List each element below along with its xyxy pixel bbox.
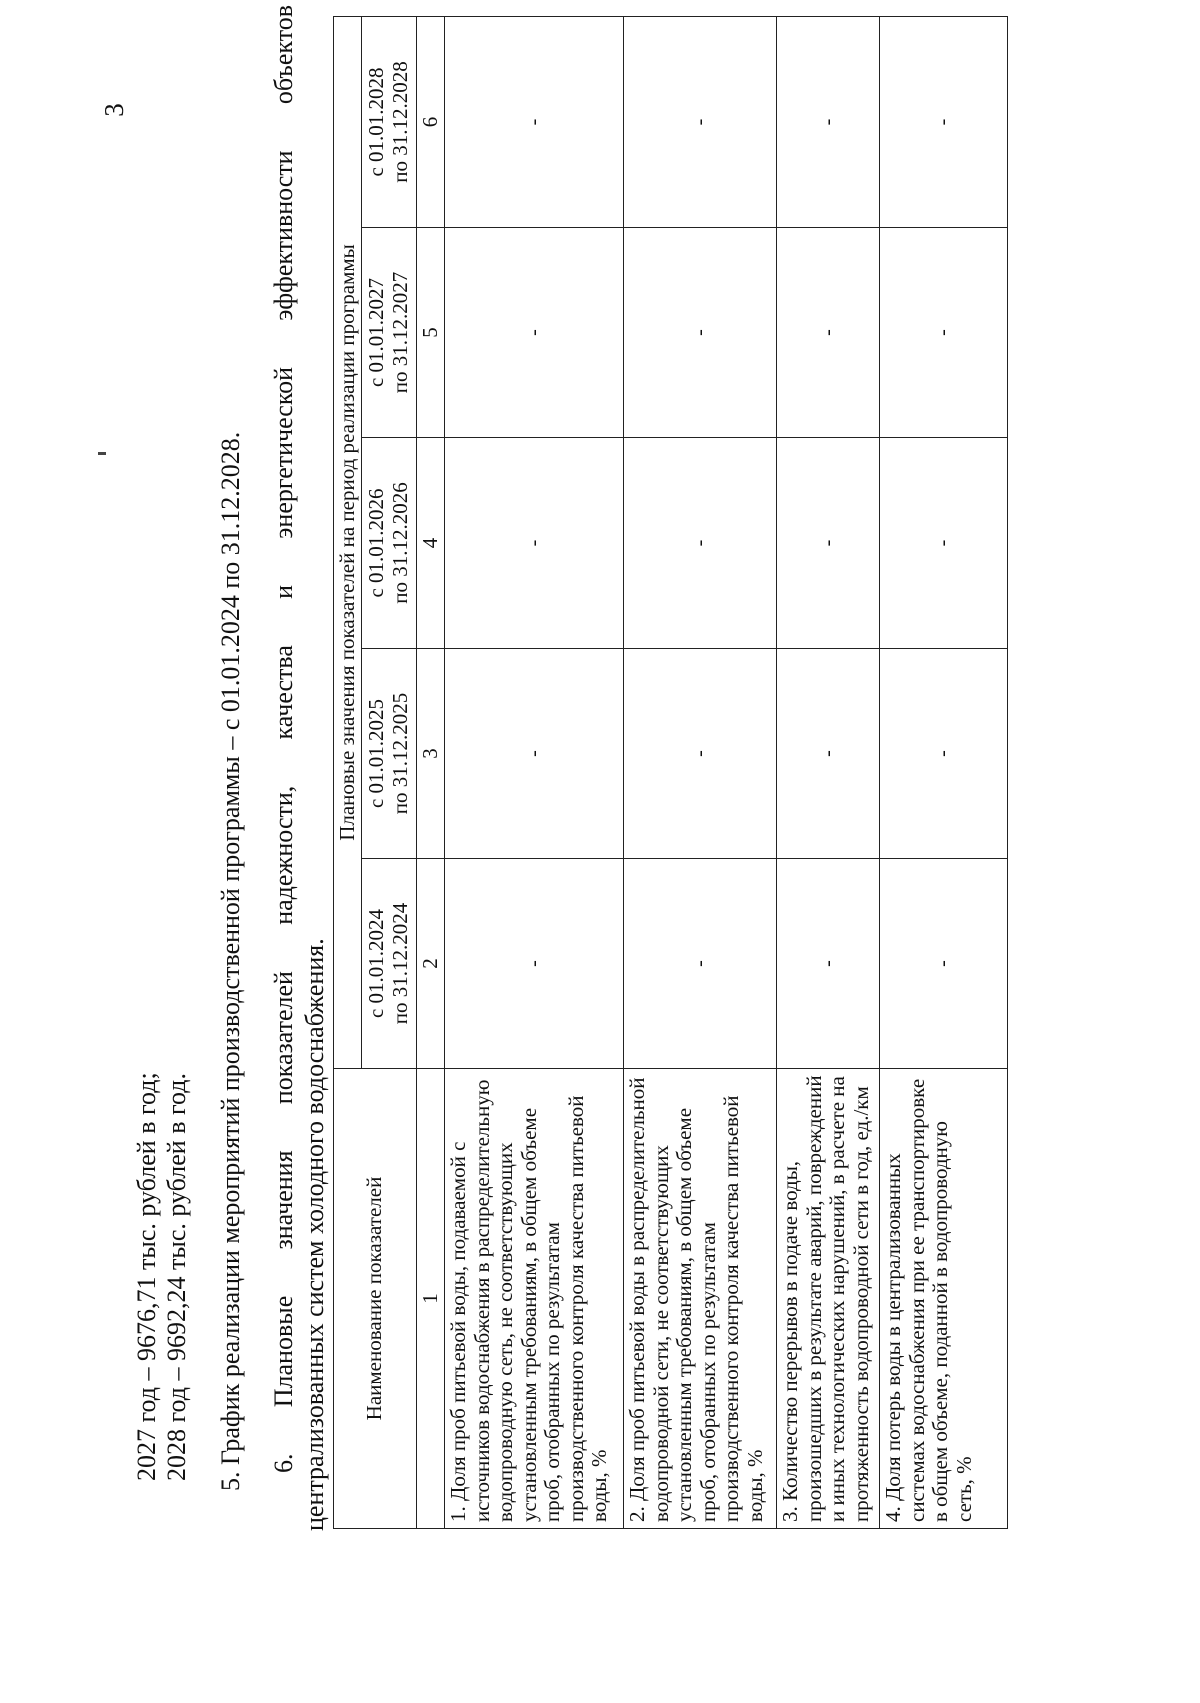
indicator-name: 2. Доля проб питьевой воды в распределительной водопроводной сети, не соответствующих установленным требованиям, в общем объеме проб, отобранных по результатам производственного контроля качества питьевой воды, % — [624, 1069, 777, 1529]
header-period — [362, 859, 417, 1069]
period-from: с 01.01.2026 — [364, 488, 389, 598]
indicator-value: - — [777, 228, 880, 438]
section-6-heading-line-2: централизованных систем холодного водоснабжения. — [300, 938, 329, 1531]
indicator-value: - — [624, 16, 777, 227]
header-planned-values: Плановые значения показателей на период реализации программы — [334, 16, 362, 1068]
period-to: по 31.12.2028 — [388, 61, 412, 183]
indicator-value: - — [445, 16, 624, 227]
cost-2027-line: 2027 год – 9676,71 тыс. рублей в год; — [132, 1072, 161, 1481]
page-number: 3 — [99, 103, 129, 117]
column-number: 3 — [417, 649, 445, 859]
cost-2028-line: 2028 год – 9692,24 тыс. рублей в год. — [162, 1073, 191, 1481]
period-from: с 01.01.2028 — [364, 67, 389, 177]
scan-speck — [98, 452, 106, 455]
indicator-value: - — [624, 649, 777, 859]
indicator-value: - — [445, 649, 624, 859]
indicator-value: - — [777, 859, 880, 1069]
column-number: 5 — [417, 228, 445, 438]
column-number: 4 — [417, 438, 445, 649]
column-number: 6 — [417, 16, 445, 227]
indicator-value: - — [624, 228, 777, 438]
period-from: с 01.01.2024 — [364, 908, 389, 1019]
indicator-value: - — [880, 228, 1008, 438]
indicator-value: - — [445, 859, 624, 1069]
table-row — [624, 16, 777, 1528]
period-to: по 31.12.2026 — [388, 482, 412, 604]
header-period — [362, 16, 417, 227]
period-to: по 31.12.2027 — [388, 271, 412, 394]
header-period — [362, 649, 417, 859]
indicator-value: - — [880, 438, 1008, 649]
indicator-value: - — [445, 438, 624, 649]
indicator-value: - — [880, 649, 1008, 859]
column-number: 1 — [417, 1069, 445, 1529]
table-row — [777, 16, 880, 1528]
section-6-heading-line-1: 6. Плановые значения показателей надежности, качества и энергетической эффективности объектов — [269, 5, 298, 1473]
period-to: по 31.12.2024 — [388, 902, 412, 1025]
period-from: с 01.01.2027 — [364, 277, 389, 388]
section-5-heading: 5. График реализации мероприятий производственной программы – с 01.01.2024 по 31.12.2028. — [216, 431, 245, 1491]
period-from: с 01.01.2025 — [364, 698, 389, 809]
column-number-row — [417, 16, 445, 1528]
period-to: по 31.12.2025 — [388, 692, 412, 815]
indicator-value: - — [624, 859, 777, 1069]
table-row — [445, 16, 624, 1528]
indicator-name: 4. Доля потерь воды в централизованных системах водоснабжения при ее транспортировке в общем объеме, поданной в водопроводную сеть, % — [880, 1069, 1008, 1529]
indicator-value: - — [880, 16, 1008, 227]
column-number: 2 — [417, 859, 445, 1069]
indicator-value: - — [880, 859, 1008, 1069]
indicator-name: 1. Доля проб питьевой воды, подаваемой с источников водоснабжения в распределительную водопроводную сеть, не соответствующих установленным требованиям, в общем объеме проб, отобранных по результатам производственного контроля качества питьевой воды, % — [445, 1069, 624, 1529]
header-indicator-name: Наименование показателей — [334, 1069, 417, 1529]
header-period — [362, 228, 417, 438]
table-row — [880, 16, 1008, 1528]
indicator-value: - — [777, 16, 880, 227]
indicator-value: - — [777, 649, 880, 859]
indicator-value: - — [445, 228, 624, 438]
indicator-value: - — [624, 438, 777, 649]
indicators-table — [333, 16, 1008, 1529]
indicator-value: - — [777, 438, 880, 649]
header-period — [362, 438, 417, 649]
indicator-name: 3. Количество перерывов в подаче воды, произошедших в результате аварий, повреждений и иных технологических нарушений, в расчете на протяженность водопроводной сети в год, ед./км — [777, 1069, 880, 1529]
